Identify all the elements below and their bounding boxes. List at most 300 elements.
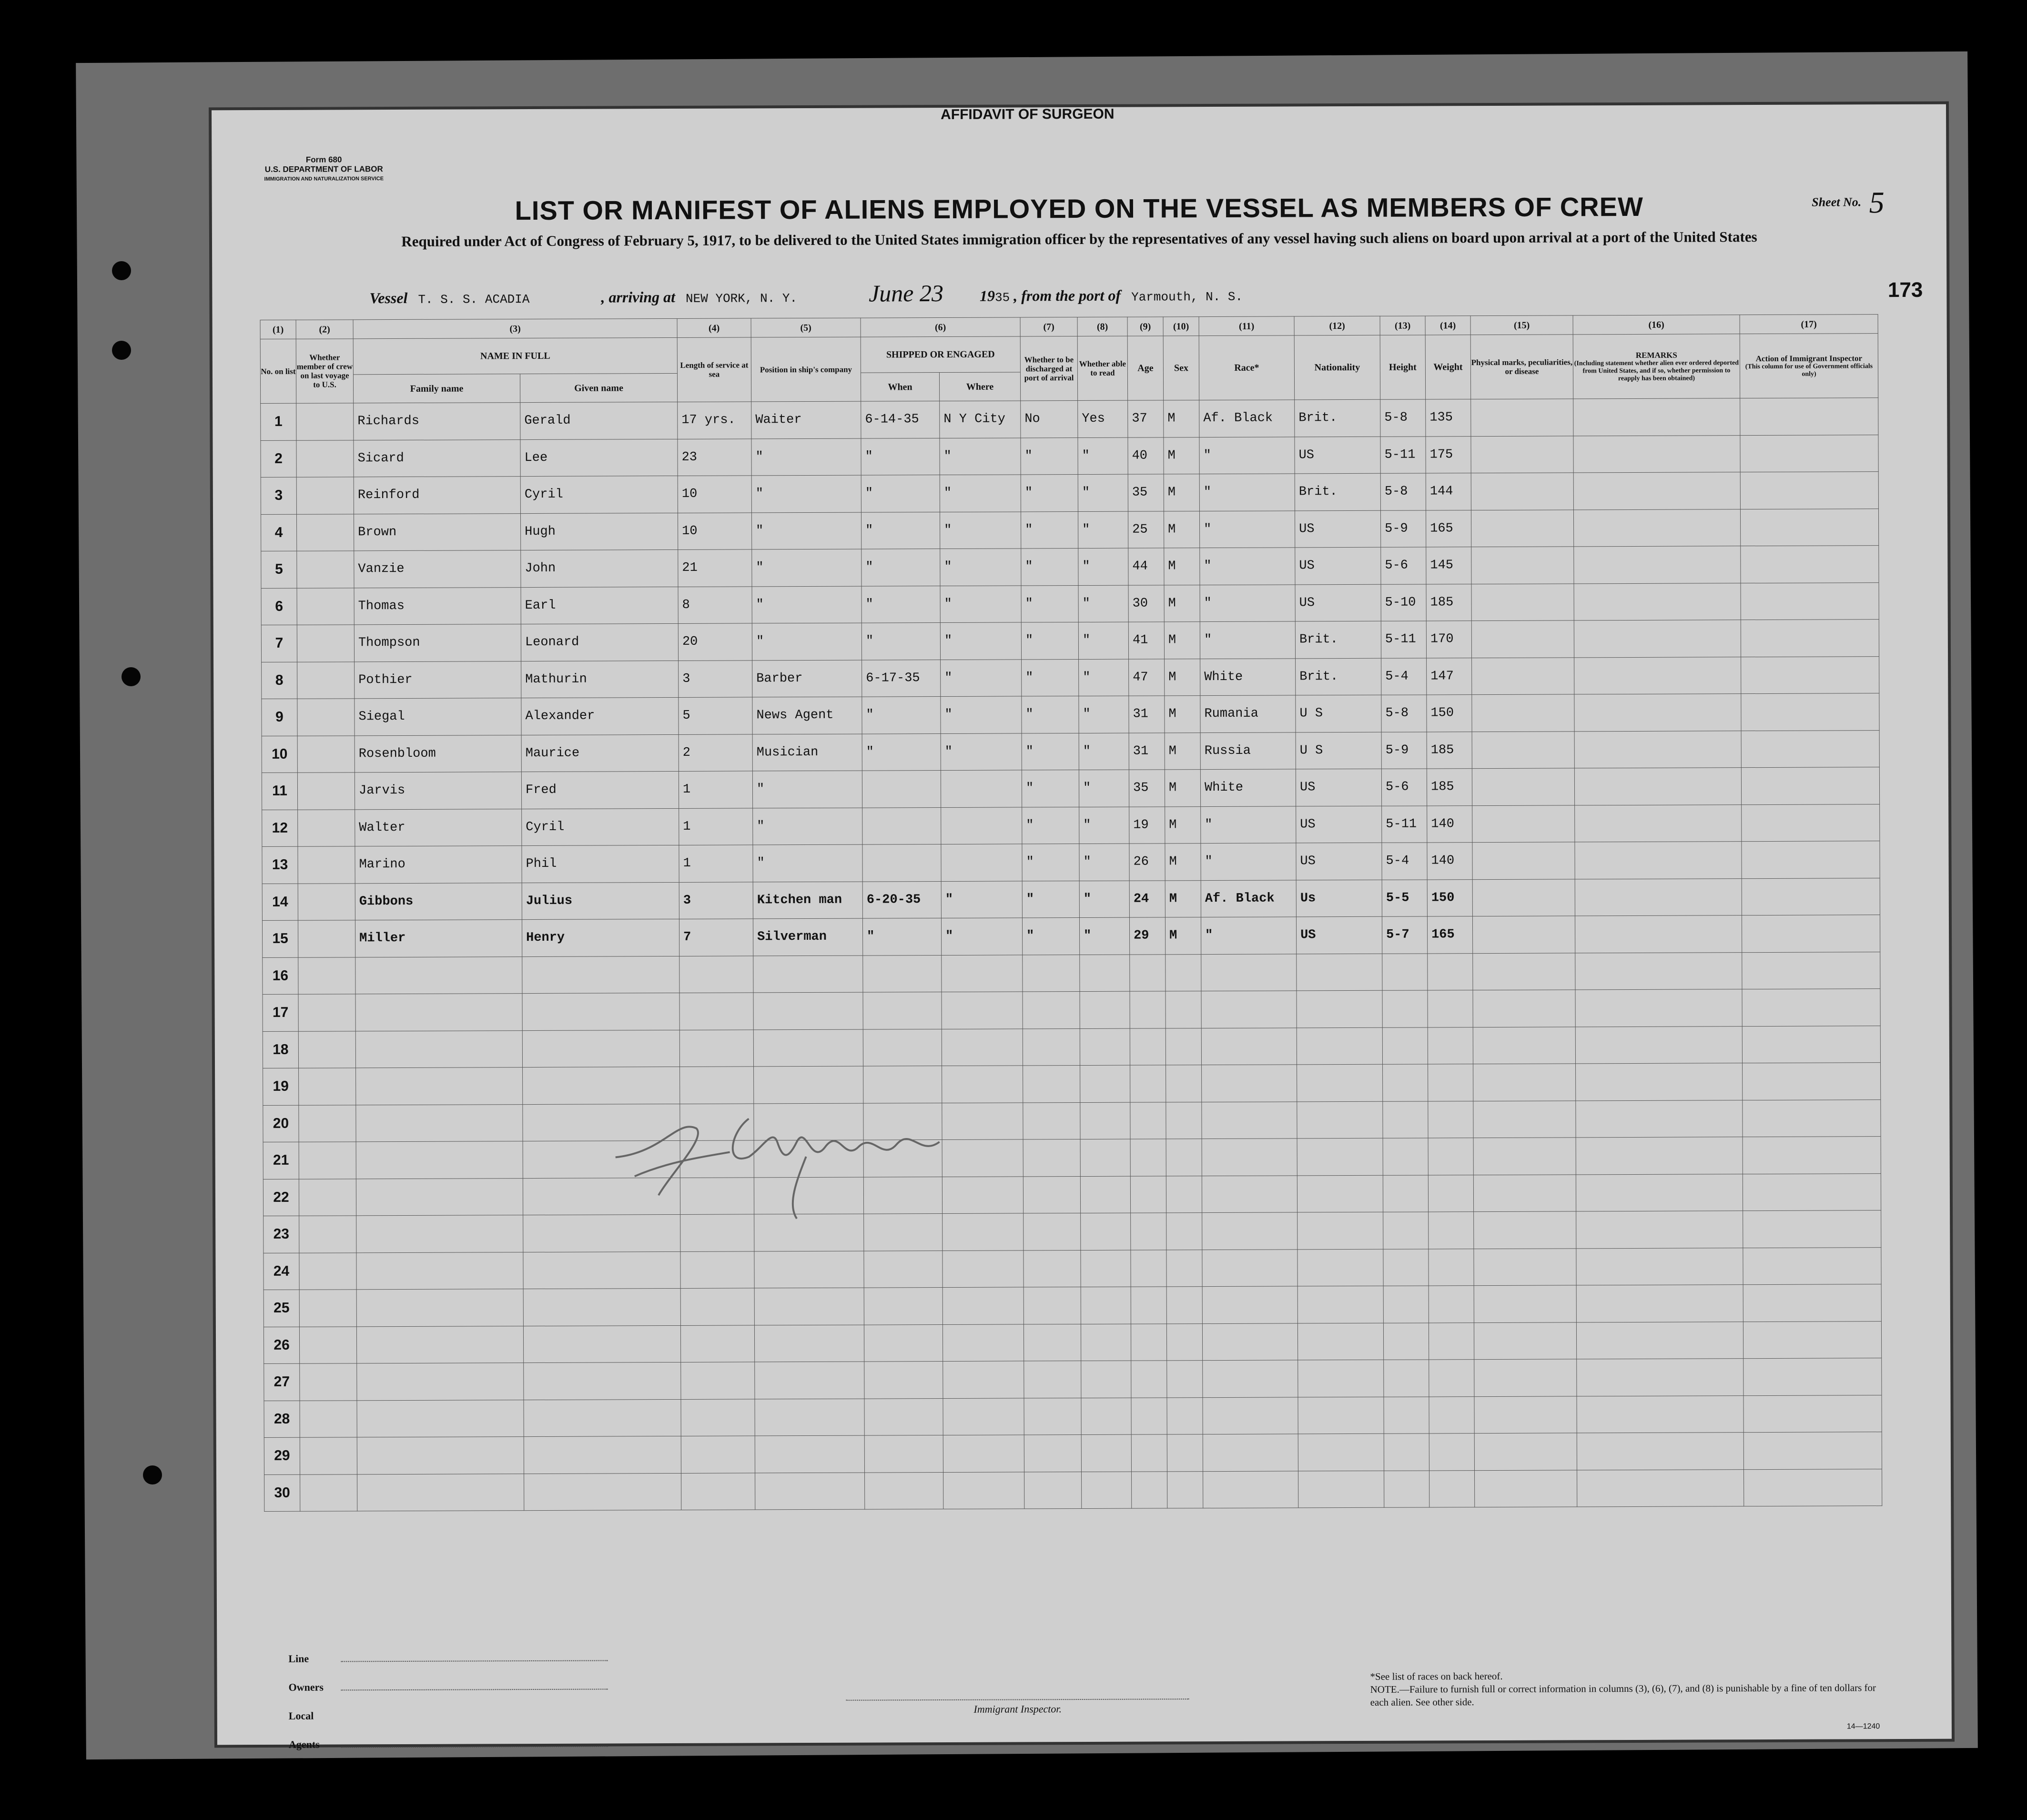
vessel-name: T. S. S. ACADIA [418,292,530,307]
empty-cell [1203,1397,1298,1434]
physical-marks-cell [1472,657,1574,694]
length-of-service-cell: 1 [679,808,753,845]
family-name-cell: Brown [354,513,520,551]
empty-cell [1475,1470,1577,1507]
last-voyage-cell [297,551,354,588]
empty-cell [356,1178,523,1216]
empty-cell [356,1104,523,1142]
empty-cell [1080,1139,1130,1176]
empty-cell [864,1398,943,1435]
column-number: (11) [1199,316,1294,336]
empty-cell [355,1030,522,1068]
last-voyage-cell [296,440,354,477]
length-of-service-cell: 5 [679,697,752,734]
empty-row [264,1432,1882,1474]
height-cell: 5-11 [1381,621,1426,658]
discharged-cell: " [1022,696,1079,733]
empty-cell [1132,1471,1167,1508]
empty-cell [357,1363,524,1401]
height-cell: 5-6 [1381,547,1426,584]
empty-cell [1297,1138,1383,1175]
empty-cell [1166,1139,1202,1176]
empty-cell [1429,1396,1474,1434]
remarks-cell [1575,915,1742,953]
empty-cell [681,1436,755,1473]
empty-cell [1384,1396,1429,1434]
from-label: , from the port of [1014,286,1121,305]
empty-cell [300,1400,357,1437]
shipped-where-cell: " [941,881,1022,918]
family-name-cell: Rosenbloom [355,735,521,773]
race-cell: " [1200,548,1295,585]
race-cell: White [1200,769,1296,806]
empty-cell [1297,1101,1383,1139]
length-of-service-cell: 17 yrs. [678,402,751,439]
race-cell: Af. Black [1199,400,1295,437]
empty-cell [299,1068,356,1105]
nationality-cell: US [1295,584,1381,621]
empty-cell [1166,1323,1202,1361]
empty-cell [754,1288,864,1325]
empty-cell [1576,1100,1743,1138]
shipped-where-cell: " [940,475,1021,512]
empty-cell [299,1326,356,1363]
discharged-cell: " [1021,437,1078,475]
empty-cell [1166,991,1201,1028]
able-to-read-cell: " [1078,474,1128,511]
family-name-cell: Thompson [354,624,521,662]
empty-cell [755,1399,864,1436]
empty-cell [1576,1248,1743,1285]
empty-cell [1383,1212,1429,1249]
empty-cell [864,1324,943,1362]
given-name-cell: Mathurin [521,661,679,698]
height-cell: 5-9 [1381,732,1427,769]
position-cell: News Agent [752,697,862,734]
row-number: 29 [264,1437,300,1474]
empty-cell [524,1362,681,1400]
column-number: (8) [1077,317,1127,336]
empty-cell [1743,1395,1882,1433]
shipped-where-cell: " [940,622,1021,660]
empty-cell [1576,1063,1743,1101]
empty-cell [1428,1101,1473,1138]
empty-cell [864,1251,943,1288]
column-number: (5) [751,318,861,337]
header-height: Height [1380,335,1425,399]
empty-cell [754,1066,863,1103]
empty-cell [753,992,863,1029]
empty-row [264,1210,1881,1253]
nationality-cell: U S [1296,695,1381,732]
empty-cell [681,1399,755,1436]
physical-marks-cell [1471,473,1573,510]
nationality-cell: Brit. [1295,473,1380,510]
inspector-cell [1740,435,1878,472]
last-voyage-cell [296,403,354,440]
empty-cell [863,992,942,1029]
physical-marks-cell [1472,916,1575,953]
row-number: 3 [261,477,296,514]
row-number: 30 [264,1474,300,1512]
shipped-when-cell: " [862,733,941,771]
last-voyage-cell [298,809,355,846]
height-cell: 5-11 [1382,805,1427,843]
crew-manifest-table [260,314,1883,1512]
physical-marks-cell [1472,768,1574,805]
discharged-cell: " [1022,844,1079,881]
family-name-cell: Walter [355,809,522,846]
row-number: 22 [263,1179,299,1216]
shipped-where-cell [941,807,1022,844]
empty-cell [298,994,355,1031]
remarks-cell [1573,435,1740,473]
form-line: Form 680 [305,155,342,164]
footer-signoff [288,1643,608,1759]
sex-cell: M [1164,585,1200,622]
height-cell: 5-8 [1380,473,1426,510]
sex-cell: M [1165,732,1200,770]
height-cell: 5-8 [1381,695,1427,732]
header-family-name: Family name [353,374,520,403]
empty-cell [356,1215,523,1253]
header-no-on-list: No. on list [260,339,296,403]
empty-cell [1202,1212,1297,1250]
empty-cell [1023,992,1080,1029]
remarks-title: REMARKS [1635,350,1677,360]
footer-notes [1370,1668,1894,1709]
last-voyage-cell [297,735,355,773]
empty-cell [1473,953,1575,990]
weight-cell: 140 [1427,843,1472,880]
shipped-where-cell: " [941,918,1022,955]
empty-cell [1577,1395,1743,1433]
able-to-read-cell: " [1078,622,1128,659]
form-line: IMMIGRATION AND NATURALIZATION SERVICE [264,176,384,182]
empty-cell [1080,1176,1130,1213]
length-of-service-cell: 7 [679,919,753,956]
header-able-to-read: Whether able to read [1077,336,1127,400]
empty-cell [1298,1471,1384,1508]
empty-cell [943,1324,1024,1361]
empty-cell [356,1326,523,1363]
weight-cell: 185 [1426,584,1471,621]
discharged-cell: " [1022,918,1079,955]
inspector-cell [1740,398,1878,436]
sex-cell: M [1164,474,1199,511]
empty-cell [865,1472,943,1509]
last-voyage-cell [296,514,354,551]
race-cell: " [1201,917,1296,954]
family-name-cell: Marino [355,846,522,884]
empty-cell [1743,1358,1882,1396]
shipped-where-cell: " [940,585,1021,622]
last-voyage-cell [297,625,354,662]
shipped-when-cell: " [861,438,940,475]
crew-row [262,878,1880,920]
position-cell: " [752,549,861,586]
inspector-cell [1741,767,1879,805]
remarks-cell [1575,842,1742,879]
empty-cell [1130,954,1166,991]
shipped-when-cell: " [861,549,940,586]
empty-cell [299,1105,356,1142]
family-name-cell: Miller [355,920,522,957]
empty-cell [943,1250,1024,1287]
physical-marks-cell [1472,694,1574,732]
departure-port: Yarmouth, N. S. [1131,289,1243,305]
empty-cell [679,956,753,993]
empty-cell [1577,1359,1743,1396]
race-cell: " [1200,621,1295,659]
column-number: (3) [353,318,677,338]
crew-row [262,767,1879,810]
able-to-read-cell: " [1079,844,1129,881]
empty-cell [943,1398,1024,1435]
weight-cell: 140 [1427,805,1472,843]
empty-cell [522,993,679,1030]
empty-cell [1166,1065,1202,1102]
last-voyage-cell [297,661,355,699]
row-number: 27 [264,1363,300,1401]
weight-cell: 185 [1427,732,1472,769]
weight-cell: 170 [1426,621,1471,658]
column-number: (12) [1294,316,1380,336]
empty-cell [1081,1361,1131,1398]
header-position: Position in ship's company [751,337,861,402]
empty-cell [1429,1249,1474,1286]
header-discharged: Whether to be discharged at port of arrival [1020,336,1077,401]
empty-cell [356,1252,523,1290]
age-cell: 35 [1128,474,1164,511]
empty-cell [864,1288,943,1325]
position-cell: " [753,844,862,882]
empty-cell [1080,1065,1130,1102]
shipped-when-cell [862,771,941,808]
empty-cell [680,1067,754,1104]
empty-cell [523,1288,680,1326]
able-to-read-cell: " [1078,585,1128,622]
position-cell: " [752,586,861,623]
empty-cell [1429,1360,1474,1397]
empty-cell [1429,1322,1474,1360]
empty-cell [1203,1471,1298,1508]
page-title: LIST OR MANIFEST OF ALIENS EMPLOYED ON THE VESSEL AS MEMBERS OF CREW [515,191,1643,226]
empty-cell [943,1472,1024,1509]
inspector-cell [1742,841,1880,879]
sex-cell: M [1164,548,1200,585]
empty-cell [753,956,863,993]
empty-cell [1743,1137,1881,1174]
empty-cell [1024,1250,1081,1287]
shipped-where-cell: " [940,437,1021,475]
given-name-cell: Fred [521,771,679,809]
physical-marks-cell [1471,620,1574,658]
empty-cell [1131,1213,1166,1250]
row-number: 16 [263,957,298,995]
race-cell: " [1201,843,1296,880]
empty-cell [1576,1322,1743,1359]
empty-cell [1473,1027,1575,1064]
sheet-label: Sheet No. [1812,195,1862,209]
remarks-cell [1574,768,1741,805]
header-sex: Sex [1163,336,1199,400]
empty-cell [1023,1102,1080,1139]
position-cell: " [752,623,861,660]
empty-cell [1473,1138,1576,1175]
able-to-read-cell: " [1078,548,1128,585]
discharged-cell: " [1021,549,1078,586]
shipped-where-cell: N Y City [940,401,1021,438]
sex-cell: M [1165,659,1200,696]
empty-cell [1130,1102,1166,1139]
race-cell: Rumania [1200,695,1296,732]
empty-cell [1297,954,1382,991]
punch-hole [143,1465,162,1484]
row-number: 8 [262,662,297,699]
empty-cell [300,1437,357,1474]
position-cell: Kitchen man [753,882,862,919]
crew-row [262,730,1879,773]
empty-cell [1202,1249,1297,1286]
discharged-cell: " [1022,881,1079,918]
empty-cell [1298,1434,1384,1471]
header-age: Age [1127,336,1163,400]
family-name-cell: Sicard [354,439,520,477]
empty-cell [680,1325,754,1362]
given-name-cell: Henry [522,919,679,956]
family-name-cell: Gibbons [355,883,522,920]
empty-cell [522,1030,679,1068]
given-name-cell: Julius [522,882,679,920]
given-name-cell: Maurice [521,734,679,772]
empty-cell [753,1029,863,1067]
empty-cell [1130,1176,1166,1213]
inspector-cell [1740,508,1878,546]
physical-marks-cell [1472,879,1575,916]
empty-cell [1131,1287,1166,1324]
last-voyage-cell [297,699,355,736]
row-number: 25 [264,1290,299,1327]
header-length-of-service: Length of service at sea [677,337,751,402]
shipped-when-cell: " [861,512,940,549]
family-name-cell: Richards [354,403,520,440]
shipped-where-cell: " [941,696,1022,733]
age-cell: 31 [1129,696,1165,733]
physical-marks-cell [1471,509,1573,547]
empty-cell [356,1289,523,1327]
height-cell: 5-9 [1380,510,1426,547]
crew-row [261,582,1879,625]
remarks-cell [1573,398,1740,436]
shipped-when-cell: 6-14-35 [861,401,940,438]
length-of-service-cell: 23 [678,438,751,476]
empty-cell [1297,990,1382,1027]
weight-cell: 185 [1427,769,1472,806]
remarks-cell [1575,804,1742,842]
empty-cell [299,1290,356,1327]
empty-cell [1473,990,1575,1027]
weight-cell: 147 [1427,658,1472,695]
empty-cell [754,1251,864,1288]
empty-cell [1131,1397,1167,1434]
empty-cell [755,1362,864,1399]
empty-cell [1383,1322,1429,1360]
manifest-body [261,398,1882,1512]
empty-cell [1081,1434,1131,1472]
remarks-cell [1574,657,1741,694]
empty-cell [1577,1433,1743,1470]
empty-cell [1297,1249,1383,1286]
shipped-when-cell: " [862,697,941,734]
age-cell: 29 [1129,917,1165,955]
crew-row [262,804,1880,846]
empty-cell [1081,1250,1131,1287]
age-cell: 35 [1129,770,1165,807]
shipped-where-cell: " [940,511,1021,549]
empty-cell [680,1288,754,1325]
empty-cell [1429,1286,1474,1323]
race-cell: " [1201,806,1296,843]
empty-cell [1131,1434,1167,1472]
position-cell: Silverman [753,918,862,956]
header-inspector-action [1740,334,1878,398]
empty-cell [1384,1360,1429,1397]
empty-cell [357,1400,524,1437]
empty-cell [1428,1027,1473,1064]
given-name-cell: Phil [522,845,679,883]
empty-cell [522,956,679,994]
able-to-read-cell: " [1079,881,1129,918]
header-when: When [861,373,939,402]
family-name-cell: Siegal [355,698,521,736]
empty-cell [1167,1434,1203,1472]
owners-label: Owners [288,1681,324,1693]
empty-cell [942,1066,1023,1103]
empty-cell [1202,1323,1297,1360]
remarks-cell [1573,509,1740,547]
empty-cell [1382,1027,1428,1064]
empty-cell [1166,1213,1202,1250]
sheet-value: 5 [1869,185,1885,220]
column-number: (6) [861,317,1020,337]
header-weight: Weight [1425,335,1470,399]
empty-cell [1203,1360,1298,1397]
empty-cell [943,1287,1024,1324]
position-cell: " [752,771,862,808]
row-number: 14 [262,884,298,921]
shipped-when-cell: " [861,623,940,660]
empty-cell [355,956,522,994]
empty-cell [1743,1321,1881,1359]
empty-cell [1131,1250,1166,1287]
inspector-cell [1741,656,1879,694]
empty-cell [1474,1248,1576,1285]
empty-cell [357,1437,524,1474]
arrival-port: NEW YORK, N. Y. [685,291,798,306]
sex-cell: M [1164,400,1199,437]
empty-cell [679,1029,753,1067]
family-name-cell: Thomas [354,587,521,625]
physical-marks-cell [1471,547,1574,584]
empty-cell [524,1399,681,1437]
weight-cell: 175 [1426,436,1471,473]
empty-cell [942,1028,1023,1066]
age-cell: 40 [1128,437,1164,474]
column-number: (1) [260,320,296,339]
empty-cell [1201,1027,1297,1065]
empty-cell [1080,955,1130,992]
